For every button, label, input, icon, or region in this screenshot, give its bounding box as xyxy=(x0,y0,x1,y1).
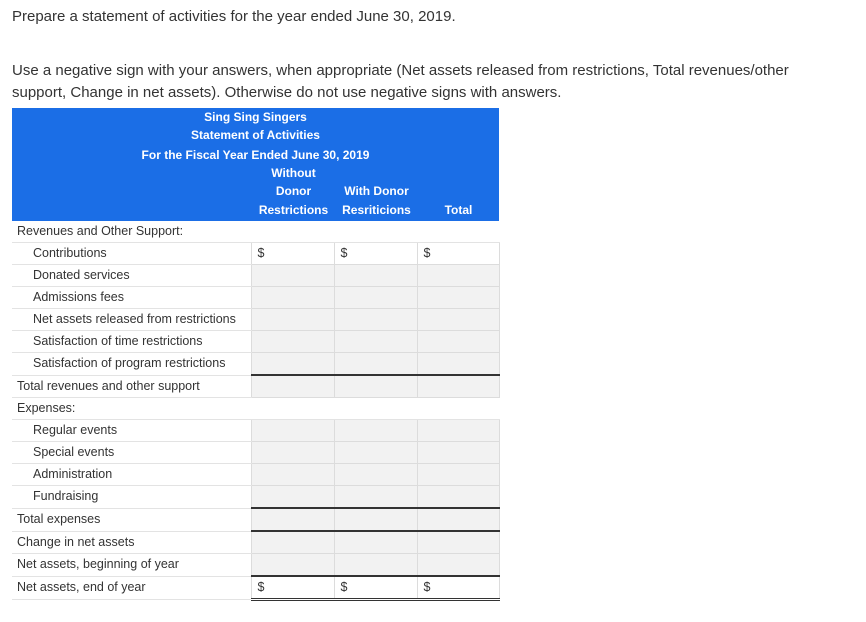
input-cell[interactable] xyxy=(251,265,334,287)
input-cell[interactable] xyxy=(251,576,334,600)
row-label: Total revenues and other support xyxy=(12,375,250,398)
dollar-sign: $ xyxy=(340,246,348,260)
table-row xyxy=(12,221,499,243)
statement-period: For the Fiscal Year Ended June 30, 2019 xyxy=(141,148,370,162)
row-label: Special events xyxy=(12,442,250,464)
dollar-sign: $ xyxy=(257,580,265,594)
input-cell[interactable] xyxy=(334,265,417,287)
input-cell[interactable] xyxy=(334,331,417,353)
input-cell[interactable] xyxy=(334,464,417,486)
row-label: Net assets, beginning of year xyxy=(12,554,250,577)
statement-title: Statement of Activities xyxy=(191,128,320,142)
input-cell[interactable] xyxy=(417,353,499,376)
table-row xyxy=(12,508,499,531)
row-label: Contributions xyxy=(12,243,250,265)
dollar-sign: $ xyxy=(257,246,265,260)
input-cell[interactable] xyxy=(334,309,417,331)
row-label: Change in net assets xyxy=(12,531,250,554)
row-label: Fundraising xyxy=(12,486,250,509)
input-cell[interactable] xyxy=(417,309,499,331)
row-label: Satisfaction of program restrictions xyxy=(12,353,250,376)
input-cell[interactable] xyxy=(251,464,334,486)
table-row xyxy=(12,287,499,309)
col-header-without-line2: Donor xyxy=(275,184,312,198)
table-row xyxy=(12,576,499,600)
statement-table xyxy=(12,221,500,601)
input-cell[interactable] xyxy=(417,486,499,509)
input-cell[interactable] xyxy=(417,531,499,554)
input-cell[interactable] xyxy=(251,353,334,376)
table-row xyxy=(12,331,499,353)
input-cell[interactable] xyxy=(334,531,417,554)
input-cell[interactable] xyxy=(334,576,417,600)
table-row xyxy=(12,420,499,442)
input-cell[interactable] xyxy=(251,243,334,265)
input-cell[interactable] xyxy=(334,442,417,464)
input-cell[interactable] xyxy=(417,265,499,287)
input-cell[interactable] xyxy=(417,287,499,309)
input-cell[interactable] xyxy=(334,420,417,442)
input-cell[interactable] xyxy=(251,442,334,464)
row-label: Net assets, end of year xyxy=(12,576,250,600)
input-cell[interactable] xyxy=(251,554,334,577)
table-row xyxy=(12,531,499,554)
input-cell[interactable] xyxy=(251,309,334,331)
row-label: Net assets released from restrictions xyxy=(12,309,250,331)
row-label: Expenses: xyxy=(12,398,250,420)
row-label: Revenues and Other Support: xyxy=(12,221,250,243)
col-header-without-line3: Restrictions xyxy=(258,203,329,217)
table-row xyxy=(12,375,499,398)
table-row xyxy=(12,265,499,287)
input-cell[interactable] xyxy=(417,442,499,464)
org-name: Sing Sing Singers xyxy=(204,110,307,124)
table-row xyxy=(12,243,499,265)
dollar-sign: $ xyxy=(423,246,431,260)
col-header-total: Total xyxy=(444,203,473,217)
row-label: Satisfaction of time restrictions xyxy=(12,331,250,353)
table-row xyxy=(12,554,499,577)
input-cell[interactable] xyxy=(417,331,499,353)
input-cell[interactable] xyxy=(417,508,499,531)
input-cell[interactable] xyxy=(334,375,417,398)
input-cell[interactable] xyxy=(251,486,334,509)
input-cell[interactable] xyxy=(334,486,417,509)
table-row xyxy=(12,398,499,420)
col-header-with-line2: Resriticions xyxy=(342,203,411,217)
input-cell[interactable] xyxy=(417,420,499,442)
col-header-without-line1: Without xyxy=(271,166,316,180)
input-cell[interactable] xyxy=(251,508,334,531)
table-row xyxy=(12,486,499,509)
input-cell[interactable] xyxy=(251,331,334,353)
statement-worksheet xyxy=(12,108,499,601)
input-cell[interactable] xyxy=(334,287,417,309)
table-row xyxy=(12,442,499,464)
statement-header xyxy=(12,108,499,221)
input-cell[interactable] xyxy=(334,243,417,265)
input-cell[interactable] xyxy=(417,464,499,486)
input-cell[interactable] xyxy=(417,375,499,398)
input-cell[interactable] xyxy=(334,554,417,577)
input-cell[interactable] xyxy=(334,353,417,376)
row-label: Donated services xyxy=(12,265,250,287)
instruction-text-2: Use a negative sign with your answers, when appropriate (Net assets released from restrictions, Total revenues/other support, Change in net assets). Otherwise do not use negative signs with answers. xyxy=(12,62,789,101)
row-label: Admissions fees xyxy=(12,287,250,309)
dollar-sign: $ xyxy=(423,580,431,594)
table-row xyxy=(12,464,499,486)
input-cell[interactable] xyxy=(334,508,417,531)
input-cell[interactable] xyxy=(251,375,334,398)
input-cell[interactable] xyxy=(251,420,334,442)
row-label: Administration xyxy=(12,464,250,486)
input-cell[interactable] xyxy=(251,287,334,309)
dollar-sign: $ xyxy=(340,580,348,594)
input-cell[interactable] xyxy=(417,576,499,600)
table-row xyxy=(12,309,499,331)
input-cell[interactable] xyxy=(417,554,499,577)
input-cell[interactable] xyxy=(251,531,334,554)
row-label: Total expenses xyxy=(12,508,250,531)
table-row xyxy=(12,353,499,376)
col-header-with-line1: With Donor xyxy=(344,184,409,198)
instruction-text-1: Prepare a statement of activities for the year ended June 30, 2019. xyxy=(12,8,456,25)
input-cell[interactable] xyxy=(417,243,499,265)
row-label: Regular events xyxy=(12,420,250,442)
